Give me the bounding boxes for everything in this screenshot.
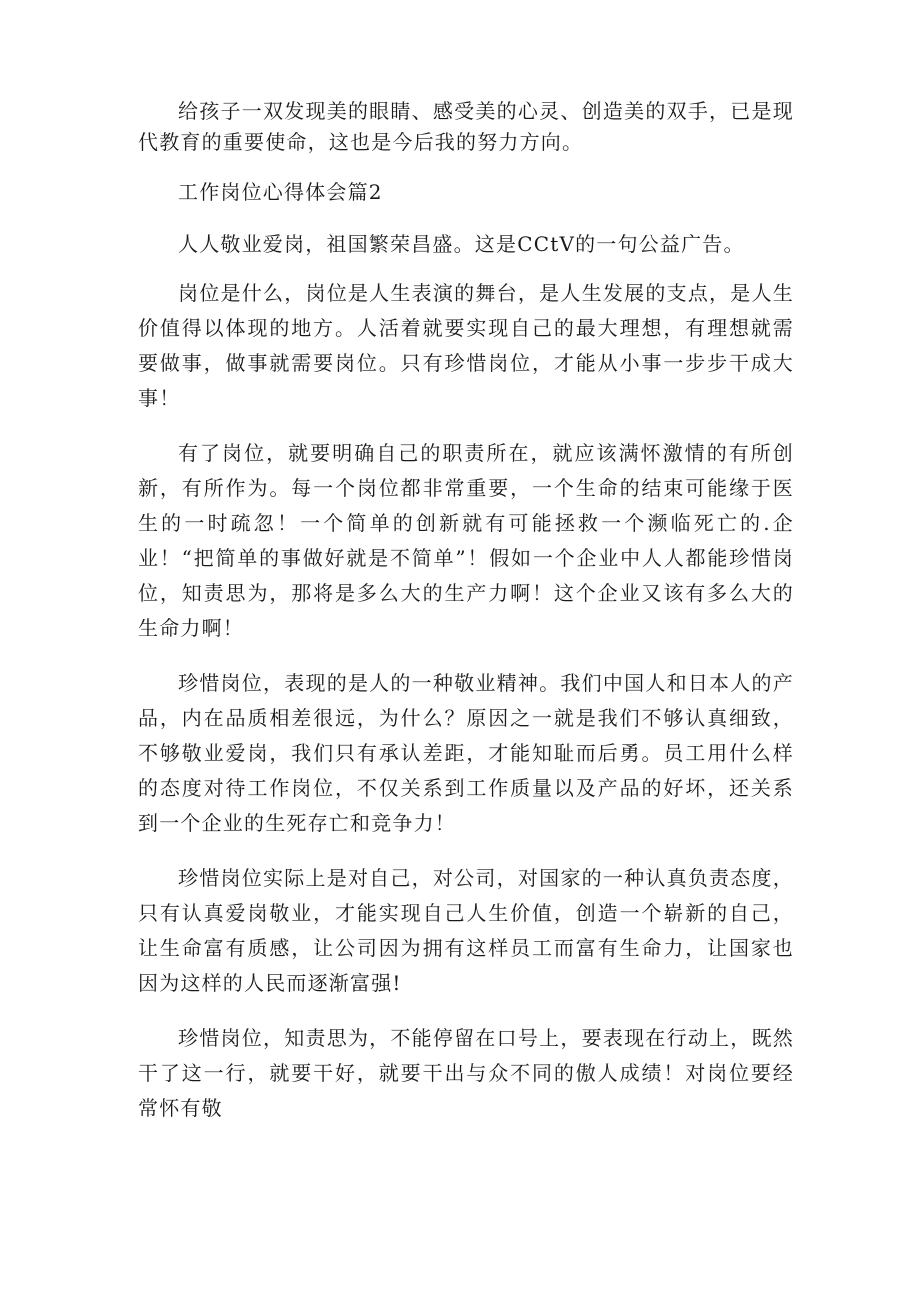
section-heading: 工作岗位心得体会篇2: [178, 180, 383, 204]
paragraph-what-is-job: 岗位是什么，岗位是人生表演的舞台，是人生发展的支点，是人生价值得以体现的地方。人活着就要实现自己的最大理想，有理想就需要做事，做事就需要岗位。只有珍惜岗位，才能从小事一步步干成大事！: [138, 281, 794, 410]
paragraph-closing-intro: 给孩子一双发现美的眼睛、感受美的心灵、创造美的双手，已是现代教育的重要使命，这也是今后我的努力方向。: [138, 99, 794, 154]
paragraph-slogan: 人人敬业爱岗，祖国繁荣昌盛。这是CCtV的一句公益广告。: [178, 232, 745, 256]
paragraph-value: 珍惜岗位实际上是对自己，对公司，对国家的一种认真负责态度，只有认真爱岗敬业，才能实现自己人生价值，创造一个崭新的自己，让生命富有质感，让公司因为拥有这样员工而富有生命力，让国家也因为这样的人民而逐渐富强!: [138, 866, 794, 995]
document-page: [138, 96, 794, 1126]
paragraph-action: 珍惜岗位，知责思为，不能停留在口号上，要表现在行动上，既然干了这一行，就要干好，就要干出与众不同的傲人成绩！对岗位要经常怀有敬: [138, 1026, 794, 1120]
paragraph-dedication: 珍惜岗位，表现的是人的一种敬业精神。我们中国人和日本人的产品，内在品质相差很远，为什么？原因之一就是我们不够认真细致，不够敬业爱岗，我们只有承认差距，才能知耻而后勇。员工用什么样的态度对待工作岗位，不仅关系到工作质量以及产品的好坏，还关系到一个企业的生死存亡和竞争力！: [138, 671, 794, 835]
paragraph-responsibility: 有了岗位，就要明确自己的职责所在，就应该满怀激情的有所创新，有所作为。每一个岗位都非常重要，一个生命的结束可能缘于医生的一时疏忽！一个简单的创新就有可能拯救一个濒临死亡的.企业！“把简单的事做好就是不简单”！假如一个企业中人人都能珍惜岗位，知责思为，那将是多么大的生产力啊！这个企业又该有多么大的生命力啊！: [138, 441, 794, 640]
